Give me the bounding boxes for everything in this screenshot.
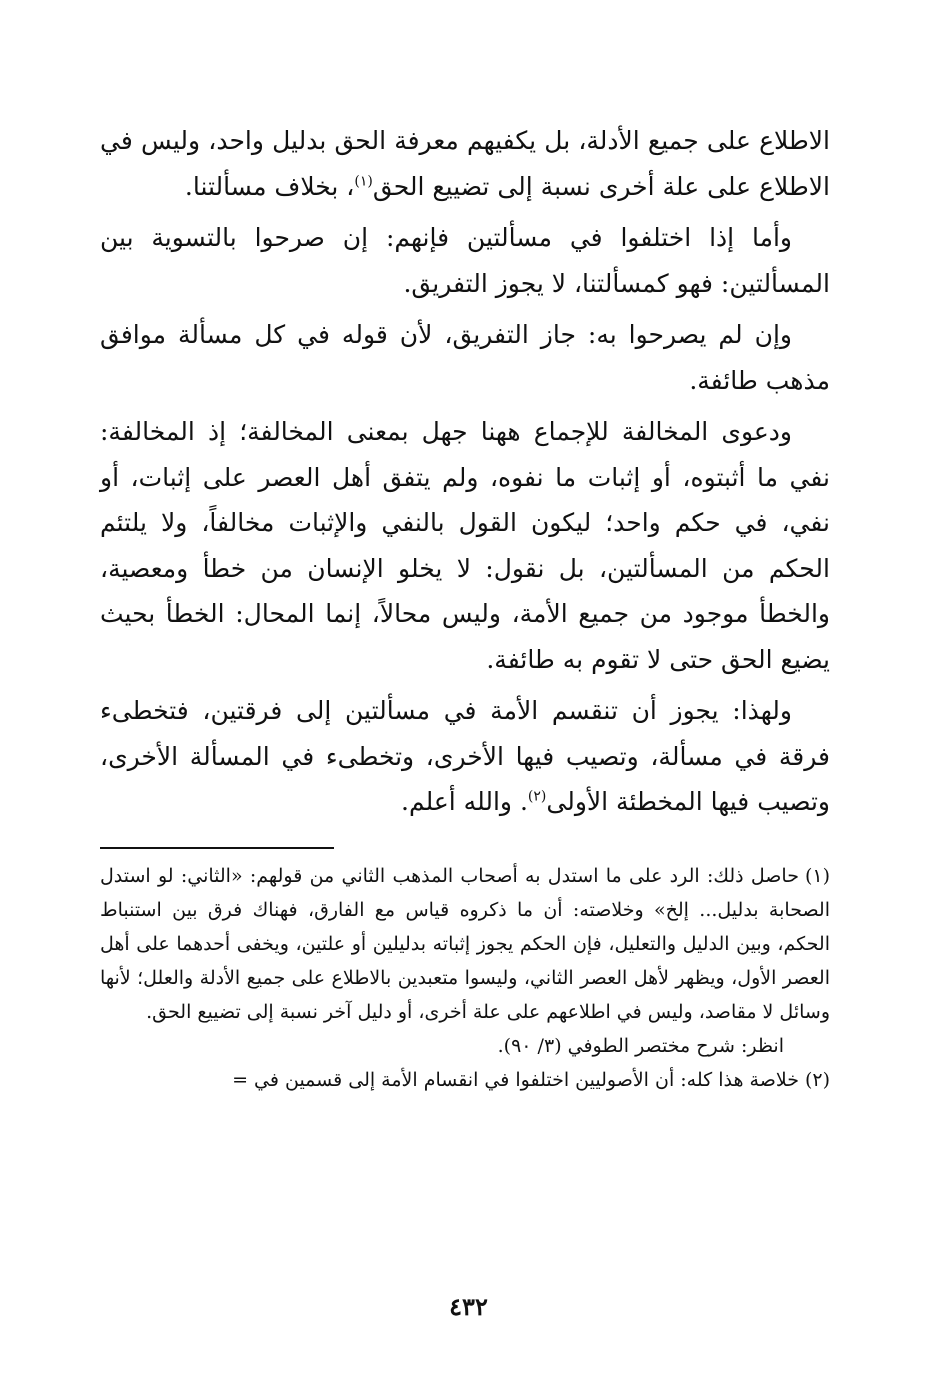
footnote-2 xyxy=(100,1063,830,1097)
paragraph-1-line-3: ، بخلاف مسألتنا. xyxy=(184,171,355,201)
paragraph-2: وأما إذا اختلفوا في مسألتين فإنهم: إن صرحوا بالتسوية بين المسألتين: فهو كمسألتنا، لا يجوز التفريق. xyxy=(100,223,830,298)
footnotes xyxy=(100,859,830,1097)
footnote-ref-2[interactable]: (٢) xyxy=(527,788,547,805)
footnote-2-text: خلاصة هذا كله: أن الأصوليين اختلفوا في انقسام الأمة إلى قسمين في = xyxy=(232,1068,799,1091)
footnote-1-number: (١) xyxy=(804,864,830,887)
paragraph-4: ودعوى المخالفة للإجماع ههنا جهل بمعنى المخالفة؛ إذ المخالفة: نفي ما أثبتوه، أو إثبات ما نفوه، ولم يتفق أهل العصر على إثبات، أو نفي، في حكم واحد؛ ليكون القول بالنفي والإثبات مخالفاً، ولا يلتئم الحكم من المسألتين، بل نقول: لا يخلو الإنسان من خطأ ومعصية، والخطأ موجود من جميع الأمة، وليس محالاً، إنما المحال: الخطأ بحيث يضيع الحق حتى لا تقوم به طائفة. xyxy=(100,417,830,674)
footnote-divider xyxy=(100,847,334,849)
footnote-1-text: حاصل ذلك: الرد على ما استدل به أصحاب المذهب الثاني من قولهم: «الثاني: لو استدل الصحابة بدليل... إلخ» وخلاصته: أن ما ذكروه قياس مع الفارق، فهناك فرق بين استنباط الحكم، وبين الدليل والتعليل، فإن الحكم يجوز إثباته بدليلين أو علتين، ويخفى أحدهما على أهل العصر الأول، ويظهر لأهل العصر الثاني، وليسوا متعبدين بالاطلاع على جميع الأدلة والعلل؛ لأنها وسائل لا مقاصد، وليس في اطلاعهم على علة أخرى، أو دليل آخر نسبة إلى تضييع الحق. xyxy=(100,864,830,1023)
footnote-2-number: (٢) xyxy=(804,1068,830,1091)
paragraph-5-closing: . والله أعلم. xyxy=(401,787,528,816)
paragraph-1-line-1: الاطلاع على جميع الأدلة، بل يكفيهم معرفة الحق بدليل واحد، وليس xyxy=(140,126,831,155)
paragraph-1 xyxy=(100,118,830,209)
page-body xyxy=(100,118,830,1097)
paragraph-5-text: ولهذا: يجوز أن تنقسم الأمة في مسألتين إلى فرقتين، فتخطىء فرقة في مسألة، وتصيب فيها الأخرى، وتخطىء في المسألة الأخرى، وتصيب فيها المخطئة الأولى xyxy=(100,696,830,816)
paragraph-1-line-2: في الاطلاع على علة أخرى نسبة إلى تضييع الحق xyxy=(100,126,830,201)
page-number: ٤٣٢ xyxy=(449,1292,488,1321)
paragraph-3: وإن لم يصرحوا به: جاز التفريق، لأن قوله في كل مسألة موافق مذهب طائفة. xyxy=(100,320,830,395)
footnote-1 xyxy=(100,859,830,1029)
footnote-1-reference: انظر: شرح مختصر الطوفي (٣/ ٩٠). xyxy=(497,1034,784,1057)
footnote-ref-1[interactable]: (١) xyxy=(354,173,373,190)
paragraph-5 xyxy=(100,688,830,825)
